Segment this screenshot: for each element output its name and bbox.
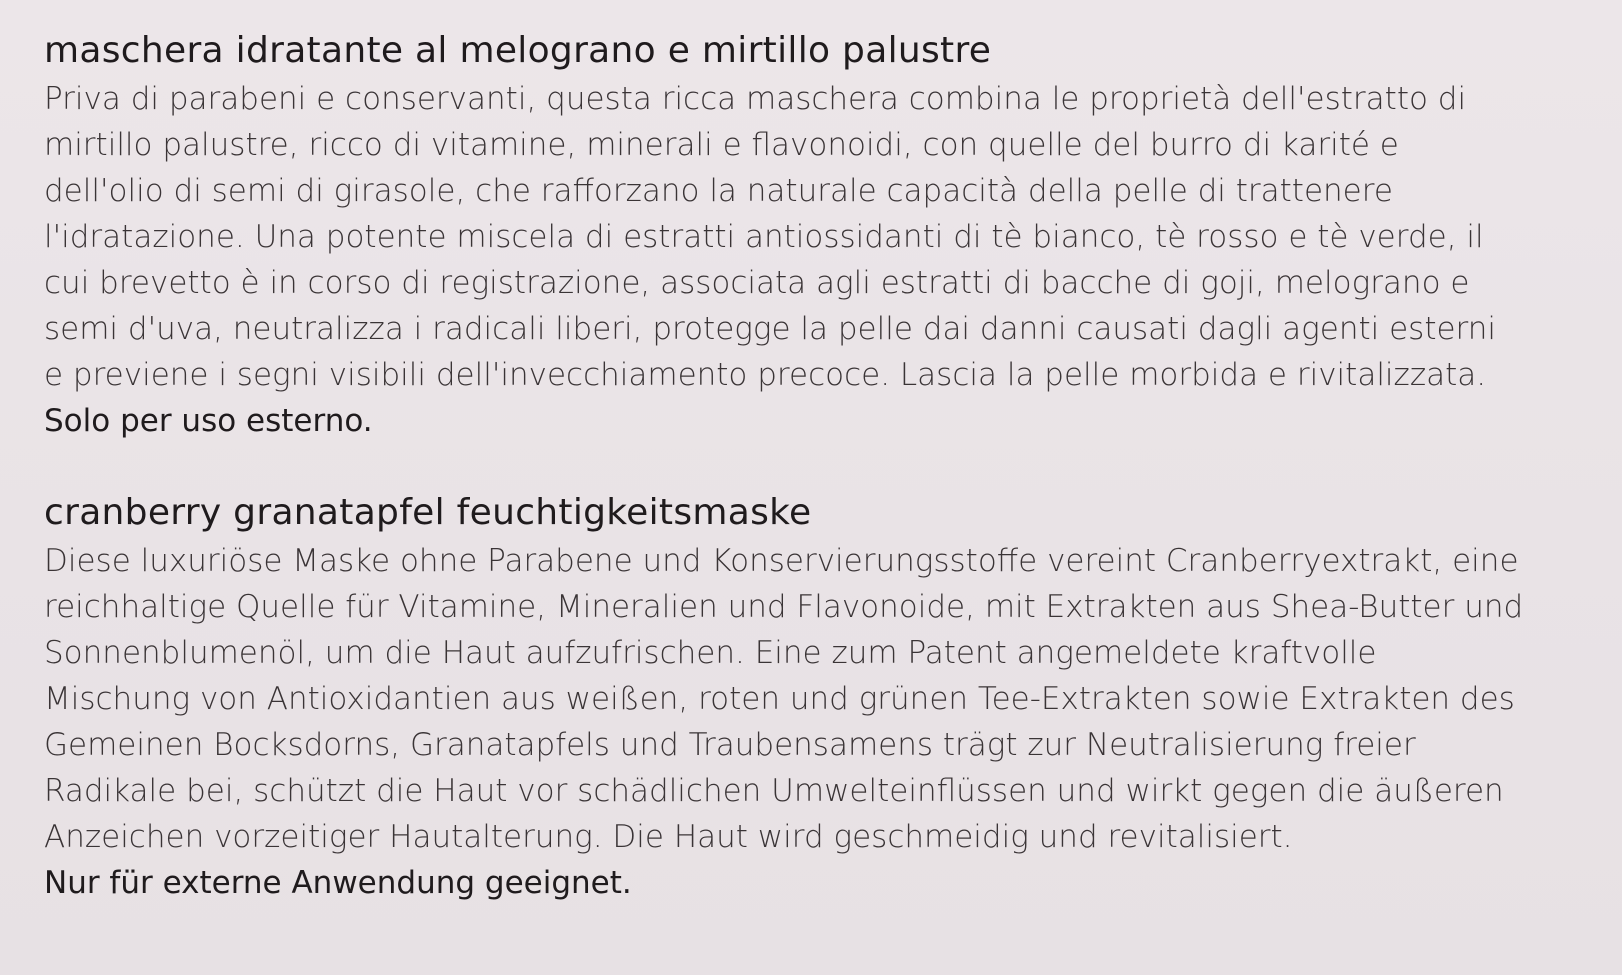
german-description-line: Sonnenblumenöl, um die Haut aufzufrischen. Eine zum Patent angemeldete kraftvolle [44, 635, 1377, 671]
german-usage-note: Nur für externe Anwendung geeignet. [44, 865, 632, 901]
italian-description-line: e previene i segni visibili dell'invecchiamento precoce. Lascia la pelle morbida e rivitalizzata. [44, 357, 1487, 393]
italian-section [44, 26, 1576, 444]
italian-usage-note: Solo per uso esterno. [44, 403, 373, 439]
german-description-line: reichhaltige Quelle für Vitamine, Mineralien und Flavonoide, mit Extrakten aus Shea-Butter und [44, 589, 1524, 625]
italian-description [44, 76, 1576, 398]
german-description-line: Mischung von Antioxidantien aus weißen, roten und grünen Tee-Extrakten sowie Extrakten des [44, 681, 1515, 717]
german-product-title: cranberry granatapfel feuchtigkeitsmaske [44, 492, 812, 533]
german-section [44, 488, 1576, 906]
german-description-line: Radikale bei, schützt die Haut vor schädlichen Umwelteinflüssen und wirkt gegen die äußeren [44, 773, 1504, 809]
italian-description-line: cui brevetto è in corso di registrazione, associata agli estratti di bacche di goji, melograno e [44, 265, 1470, 301]
italian-description-line: semi d'uva, neutralizza i radicali liberi, protegge la pelle dai danni causati dagli agenti esterni [44, 311, 1497, 347]
italian-description-line: mirtillo palustre, ricco di vitamine, minerali e flavonoidi, con quelle del burro di karité e [44, 127, 1399, 163]
german-description-line: Diese luxuriöse Maske ohne Parabene und Konservierungsstoffe vereint Cranberryextrakt, eine [44, 543, 1519, 579]
italian-description-line: Priva di parabeni e conservanti, questa ricca maschera combina le proprietà dell'estratto di [44, 81, 1467, 117]
german-description [44, 538, 1576, 860]
german-description-line: Gemeinen Bocksdorns, Granatapfels und Traubensamens trägt zur Neutralisierung freier [44, 727, 1416, 763]
german-description-line: Anzeichen vorzeitiger Hautalterung. Die Haut wird geschmeidig und revitalisiert. [44, 819, 1293, 855]
italian-description-line: dell'olio di semi di girasole, che rafforzano la naturale capacità della pelle di trattenere [44, 173, 1393, 209]
italian-description-line: l'idratazione. Una potente miscela di estratti antiossidanti di tè bianco, tè rosso e tè verde, il [44, 219, 1484, 255]
italian-product-title: maschera idratante al melograno e mirtillo palustre [44, 30, 992, 71]
